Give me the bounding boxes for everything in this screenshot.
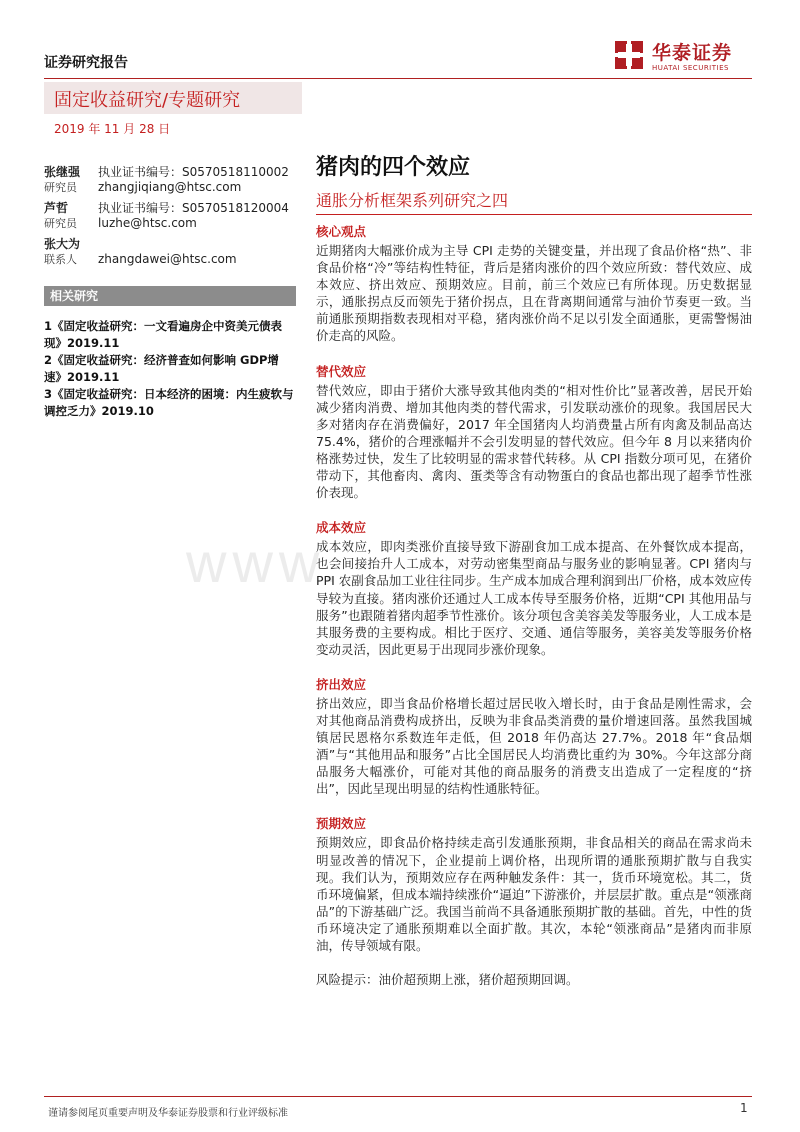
subtitle-rule <box>316 214 752 215</box>
section-text: 成本效应，即肉类涨价直接导致下游副食加工成本提高、在外餐饮成本提高，也会间接抬升人工成本，对劳动密集型商品与服务业的影响显著。CPI 猪肉与 PPI 农副食品加工业往往同步。生产成本加成合理利润到出厂价格，成本效应传导较为直接。猪肉涨价还通过人工成本传导至服务价格，近期“CPI 其他用品与服务”也跟随着猪肉超季节性涨价。该分项包含美容美发等服务业，人工成本是其服务费的主要构成。相比于医疗、交通、通信等服务，美容美发等服务价格变动灵活，因此更易于出现同步涨价现象。 <box>316 539 752 657</box>
cert-number: S0570518110002 <box>182 165 289 179</box>
related-research-list <box>44 318 296 420</box>
report-date: 2019 年 11 月 28 日 <box>54 122 171 136</box>
cert-label: 执业证书编号： <box>98 201 183 215</box>
analyst-role: 研究员 <box>44 217 77 230</box>
report-title: 猪肉的四个效应 <box>316 155 471 180</box>
analyst-list <box>44 165 294 273</box>
section-heading: 替代效应 <box>316 363 367 379</box>
section-text: 预期效应，即食品价格持续走高引发通胀预期，非食品相关的商品在需求尚未明显改善的情况下，企业提前上调价格，出现所谓的通胀预期扩散与自我实现。我们认为，预期效应存在两种触发条件：其一，货币环境宽松。其二，货币环境偏紧，但成本端持续涨价“逼迫”下游涨价，并层层扩散。重点是“领涨商品”的下游基础广泛。我国当前尚不具备通胀预期扩散的基础。首先，中性的货币环境决定了通胀预期难以全面扩散。其次，本轮“领涨商品”是猪肉而非原油，传导领域有限。 <box>316 835 752 953</box>
section-heading: 挤出效应 <box>316 676 367 692</box>
footer-disclaimer[interactable]: 谨请参阅尾页重要声明及华泰证券股票和行业评级标准 <box>48 1108 288 1119</box>
analyst-role: 研究员 <box>44 181 77 194</box>
cert-label: 执业证书编号： <box>98 165 183 179</box>
analyst-email[interactable]: zhangdawei@htsc.com <box>98 252 237 266</box>
footer-rule <box>44 1096 752 1097</box>
analyst-name: 芦哲 <box>44 201 69 215</box>
analyst-name: 张大为 <box>44 237 81 251</box>
section-heading: 核心观点 <box>316 224 367 239</box>
section-text: 替代效应，即由于猪价大涨导致其他肉类的“相对性价比”显著改善，居民开始减少猪肉消费、增加其他肉类的替代需求，引发联动涨价的现象。我国居民大多对猪肉存在消费偏好，2017 年全国猪肉人均消费量占所有肉禽及制品高达 75.4%，猪价的合理涨幅并不会引发明显的替代效应。但今年 8 月以来猪肉价格涨势过快，发生了比较明显的需求替代转移。从 CPI 指数分项可见，在猪价带动下，其他畜肉、禽肉、蛋类等含有动物蛋白的食品也都出现了超季节性涨价表现。 <box>316 382 752 501</box>
section-text: 挤出效应，即当食品价格增长超过居民收入增长时，由于食品是刚性需求，会对其他商品消费构成挤出，反映为非食品类消费的量价增速回落。虽然我国城镇居民恩格尔系数连年走低，但 2018 年仍高达 27.7%。2018 年“食品烟酒”与“其他用品和服务”占比全国居民人均消费比重约为 30%。今年这部分商品服务大幅涨价，可能对其他的商品服务的消费支出造成了一定程度的“挤出”，因此呈现出明显的结构性通胀特征。 <box>316 695 752 797</box>
section-heading: 预期效应 <box>316 816 367 832</box>
report-category-label: 证券研究报告 <box>44 55 128 71</box>
analyst-entry <box>44 201 294 231</box>
analyst-role: 联系人 <box>44 253 77 266</box>
risk-warning: 风险提示：油价超预期上涨，猪价超预期回调。 <box>316 972 579 988</box>
related-research-heading: 相关研究 <box>44 286 296 306</box>
watermark: www. <box>186 531 344 594</box>
logo-cn-text: 华泰证券 <box>652 42 733 64</box>
section-text: 近期猪肉大幅涨价成为主导 CPI 走势的关键变量，并出现了食品价格“热”、非食品价格“冷”等结构性特征，背后是猪肉涨价的四个效应所致：替代效应、成本效应、挤出效应、预期效应。目前，前三个效应已有所体现。历史数据显示，通胀拐点反而领先于猪价拐点，且在背离期间通常与油价节奏更一致。当前通胀预期指数表现相对平稳，猪肉涨价尚不足以引发全面通胀，更需警惕油价走高的风险。 <box>316 243 752 344</box>
logo-en-text: HUATAI SECURITIES <box>652 64 729 72</box>
header-rule <box>44 78 752 79</box>
huatai-logo <box>612 38 752 78</box>
section-heading: 成本效应 <box>316 520 367 536</box>
report-body <box>316 222 752 988</box>
related-item[interactable]: 2《固定收益研究：经济普查如何影响 GDP增速》2019.11 <box>44 353 279 384</box>
cert-number: S0570518120004 <box>182 201 289 215</box>
analyst-email[interactable]: luzhe@htsc.com <box>98 216 197 230</box>
analyst-entry <box>44 165 294 195</box>
analyst-name: 张继强 <box>44 165 81 179</box>
analyst-entry <box>44 237 294 267</box>
page-number: 1 <box>740 1101 748 1115</box>
analyst-email[interactable]: zhangjiqiang@htsc.com <box>98 180 242 194</box>
report-subtitle: 通胀分析框架系列研究之四 <box>316 191 509 210</box>
related-item[interactable]: 1《固定收益研究：一文看遍房企中资美元债表现》2019.11 <box>44 319 282 350</box>
huatai-logo-icon <box>612 38 646 72</box>
related-item[interactable]: 3《固定收益研究：日本经济的困境：内生疲软与调控乏力》2019.10 <box>44 387 294 418</box>
report-type: 固定收益研究/专题研究 <box>54 90 241 111</box>
